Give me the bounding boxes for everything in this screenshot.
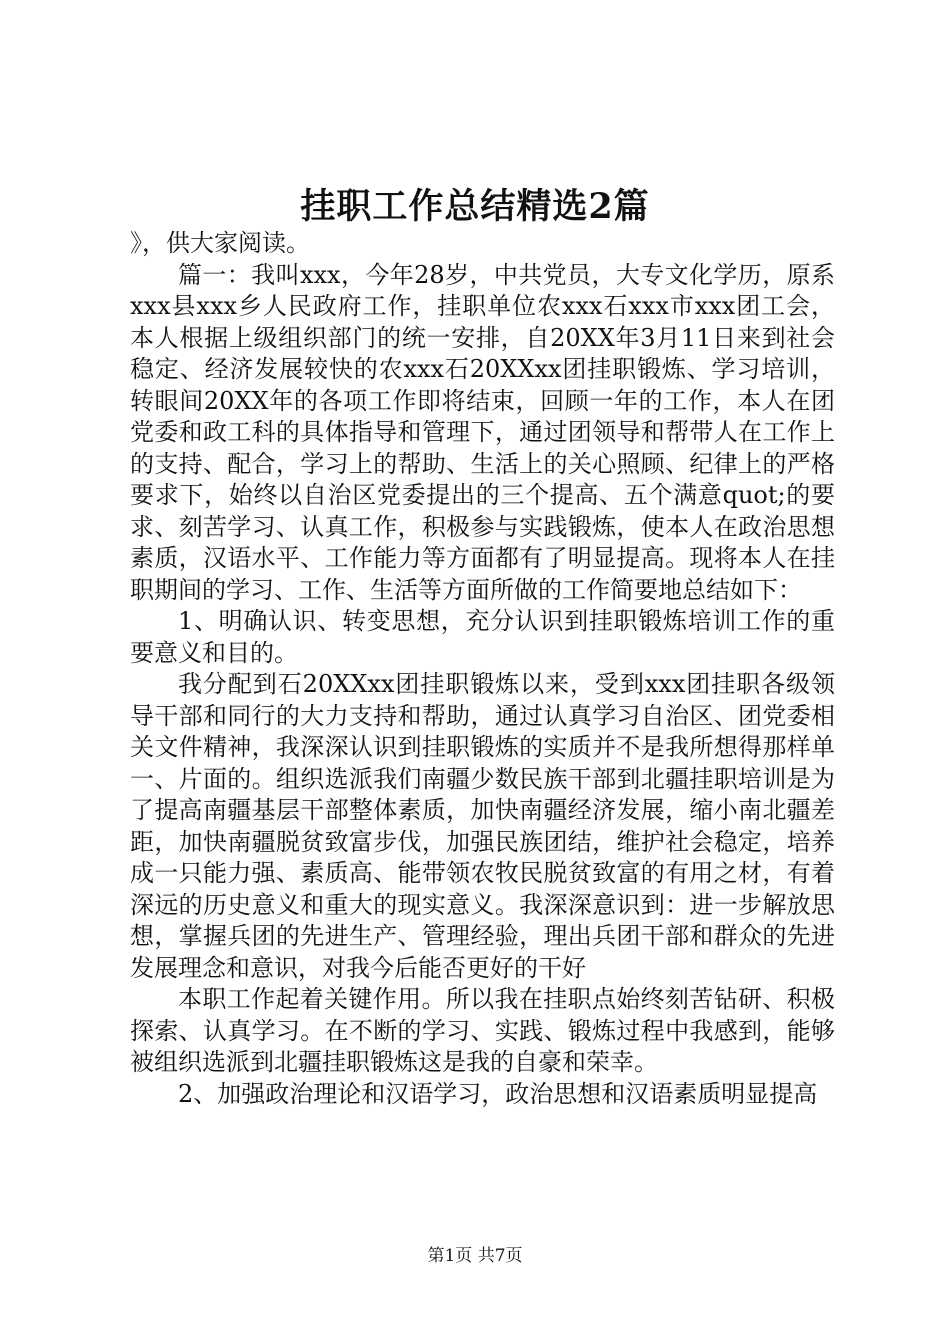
intro-paragraph: 》，供大家阅读。 — [130, 229, 310, 257]
document-body — [130, 228, 835, 1110]
section-heading-2: 2、加强政治理论和汉语学习，政治思想和汉语素质明显提高 — [178, 1079, 818, 1108]
section-heading-1: 1、明确认识、转变思想，充分认识到挂职锻炼培训工作的重要意义和目的。 — [130, 607, 835, 667]
body-paragraph: 篇一：我叫xxx，今年28岁，中共党员，大专文化学历，原系xxx县xxx乡人民政府工作，挂职单位农xxx石xxx市xxx团工会，本人根据上级组织部门的统一安排，自20XX年3月11日来到社会稳定、经济发展较快的农xxx石20XXxx团挂职锻炼、学习培训，转眼间20XX年的各项工作即将结束，回顾一年的工作，本人在团党委和政工科的具体指导和管理下，通过团领导和帮带人在工作上的支持、配合，学习上的帮助、生活上的关心照顾、纪律上的严格要求下，始终以自治区党委提出的三个提高、五个满意quot;的要求、刻苦学习、认真工作，积极参与实践锻炼，使本人在政治思想素质，汉语水平、工作能力等方面都有了明显提高。现将本人在挂职期间的学习、工作、生活等方面所做的工作简要地总结如下： — [130, 260, 835, 604]
page-footer — [0, 1244, 950, 1268]
body-paragraph: 本职工作起着关键作用。所以我在挂职点始终刻苦钻研、积极探索、认真学习。在不断的学习、实践、锻炼过程中我感到，能够被组织选派到北疆挂职锻炼这是我的自豪和荣幸。 — [130, 985, 835, 1076]
page-number: 第1页 — [427, 1246, 473, 1266]
page-total: 共7页 — [477, 1246, 523, 1266]
document-title: 挂职工作总结精选2篇 — [300, 186, 650, 227]
body-paragraph: 我分配到石20XXxx团挂职锻炼以来，受到xxx团挂职各级领导干部和同行的大力支持和帮助，通过认真学习自治区、团党委相关文件精神，我深深认识到挂职锻炼的实质并不是我所想得那样单一、片面的。组织选派我们南疆少数民族干部到北疆挂职培训是为了提高南疆基层干部整体素质，加快南疆经济发展，缩小南北疆差距，加快南疆脱贫致富步伐，加强民族团结，维护社会稳定，培养成一只能力强、素质高、能带领农牧民脱贫致富的有用之材，有着深远的历史意义和重大的现实意义。我深深意识到：进一步解放思想，掌握兵团的先进生产、管理经验，理出兵团干部和群众的先进发展理念和意识，对我今后能否更好的干好 — [130, 670, 835, 982]
